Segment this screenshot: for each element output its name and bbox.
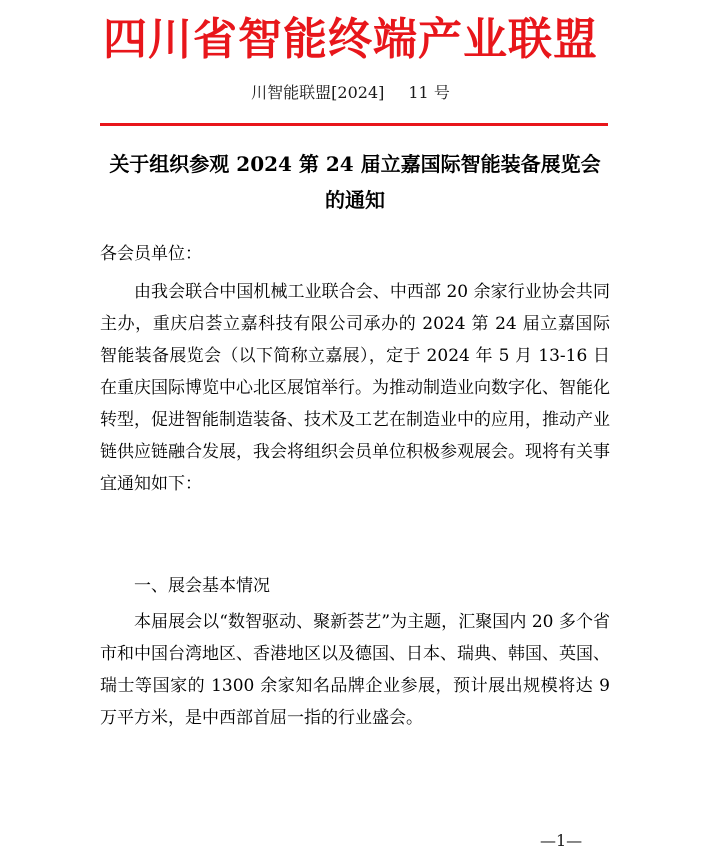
body-paragraph-1: 由我会联合中国机械工业联合会、中西部 20 余家行业协会共同主办，重庆启荟立嘉科技有限公司承办的 2024 第 24 届立嘉国际智能装备展览会（以下简称立嘉展），定于 2024 年 5 月 13-16 日在重庆国际博览中心北区展馆举行。为推动制造业向数字化、智能化转型，促进智能制造装备、技术及工艺在制造业中的应用，推动产业链供应链融合发展，我会将组织会员单位积极参观展会。现将有关事宜通知如下：: [100, 282, 610, 494]
org-title: 四川省智能终端产业联盟: [103, 14, 598, 65]
notice-title: 关于组织参观 2024 第 24 届立嘉国际智能装备展览会的通知: [109, 152, 601, 212]
doc-ref: 川智能联盟[2024]: [251, 83, 385, 102]
body-paragraph-2: 本届展会以“数智驱动、聚新荟艺”为主题，汇聚国内 20 多个省市和中国台湾地区、香港地区以及德国、日本、瑞典、韩国、英国、瑞士等国家的 1300 余家知名品牌企业参展，预计展出规模将达 9 万平方米，是中西部首屈一指的行业盛会。: [100, 612, 610, 728]
salutation: 各会员单位：: [100, 244, 202, 264]
red-divider-line: [100, 123, 608, 126]
section-heading-1: 一、展会基本情况: [134, 576, 270, 596]
document-number: [0, 80, 701, 106]
page-number: —1—: [540, 831, 583, 850]
doc-no: 11 号: [408, 83, 450, 102]
